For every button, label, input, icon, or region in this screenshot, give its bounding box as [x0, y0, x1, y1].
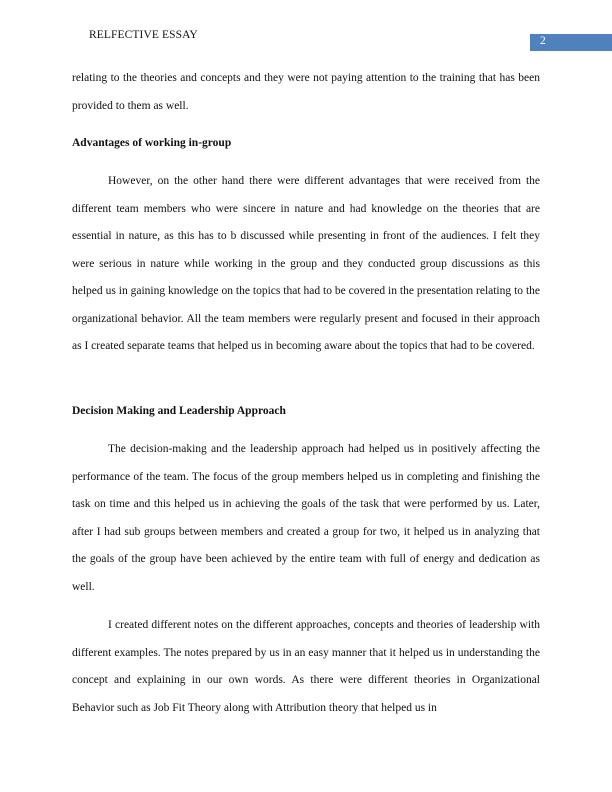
- section-heading-advantages: Advantages of working in-group: [72, 137, 232, 149]
- page-number-bar: [530, 34, 612, 51]
- paragraph-text: However, on the other hand there were different advantages that were received from the different team members who were sincere in nature and had knowledge on the theories that are essential in nature, as this has to b discussed while presenting in front of the audiences. I felt they were serious in nature while working in the group and they conducted group discussions as this helped us in gaining knowledge on the topics that had to be covered in the presentation relating to the organizational behavior. All the team members were regularly present and focused in their approach as I created separate teams that helped us in becoming aware about the topics that had to be covered.: [72, 175, 540, 352]
- paragraph-text: I created different notes on the different approaches, concepts and theories of leadership with different examples. The notes prepared by us in an easy manner that it helped us in understanding the concept and explaining in our own words. As there were different theories in Organizational Behavior such as Job Fit Theory along with Attribution theory that helped us in: [72, 619, 540, 714]
- body-paragraph: [72, 168, 540, 361]
- body-paragraph: [72, 612, 540, 722]
- body-paragraph: [72, 436, 540, 601]
- paragraph-text: The decision-making and the leadership approach had helped us in positively affecting the performance of the team. The focus of the group members helped us in completing and finishing the task on time and this helped us in achieving the goals of the task that were performed by us. Later, after I had sub groups between members and created a group for two, it helped us in analyzing that the goals of the group have been achieved by the entire team with full of energy and dedication as well.: [72, 443, 540, 593]
- header-title: RELFECTIVE ESSAY: [89, 29, 198, 41]
- section-heading-decision-making: Decision Making and Leadership Approach: [72, 405, 286, 417]
- page-number: 2: [540, 35, 546, 47]
- paragraph-text: relating to the theories and concepts and they were not paying attention to the training that has been provided to them as well.: [72, 72, 540, 112]
- continuation-paragraph: [72, 65, 540, 120]
